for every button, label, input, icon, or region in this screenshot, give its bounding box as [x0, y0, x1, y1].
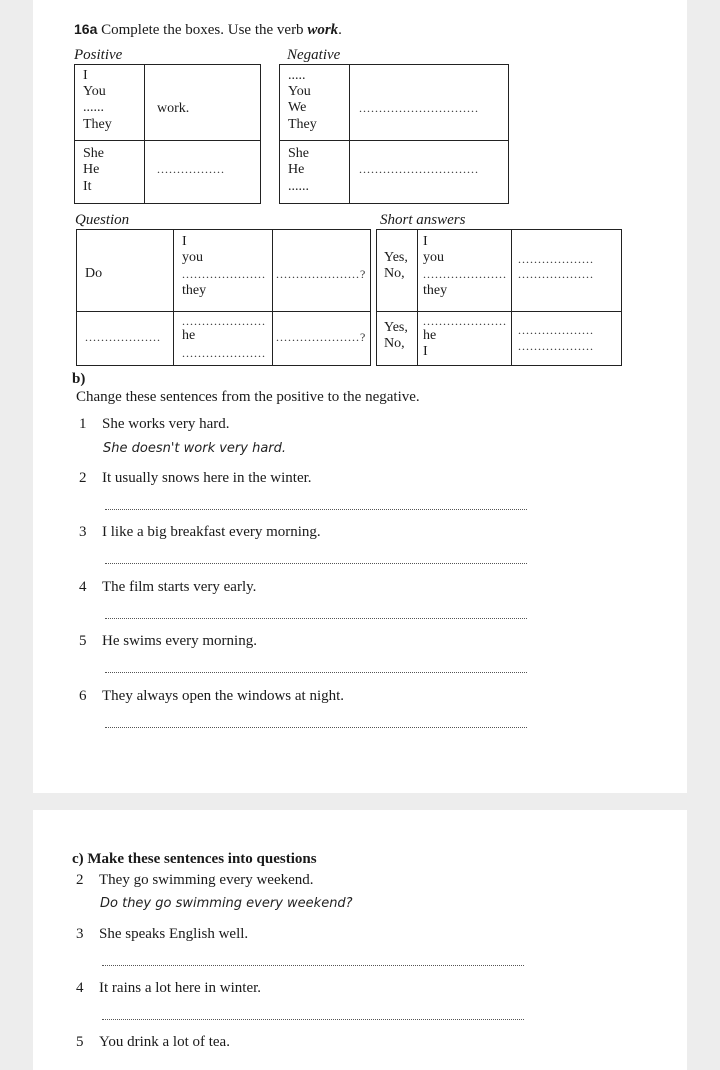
question-pronoun: I [182, 234, 187, 249]
short-answer-blank[interactable]: ................... [518, 267, 594, 281]
item-sentence: They always open the windows at night. [102, 688, 345, 704]
positive-heading: Positive [74, 47, 123, 63]
positive-pronoun: I [83, 68, 88, 83]
short-answer-pronoun: I [423, 234, 428, 249]
positive-verb: work. [157, 101, 190, 116]
question-pronoun: they [182, 283, 207, 298]
answer-line[interactable] [105, 563, 527, 564]
item-sentence: They go swimming every weekend. [99, 872, 314, 888]
worksheet-page-1 [33, 0, 687, 793]
item-number: 5 [79, 633, 87, 649]
answer-line[interactable] [102, 1019, 524, 1020]
short-answer-no: No, [384, 266, 405, 281]
short-answer-pronoun-blank[interactable]: ..................... [423, 314, 507, 328]
short-answer-pronoun: they [423, 283, 448, 298]
positive-pronoun: It [83, 179, 92, 194]
answer-line[interactable] [105, 672, 527, 673]
negative-blank[interactable]: .............................. [359, 101, 479, 115]
item-sentence: She speaks English well. [99, 926, 249, 942]
item-number: 2 [76, 872, 84, 888]
example-answer: Do they go swimming every weekend? [100, 896, 353, 911]
question-pronoun: you [182, 250, 203, 265]
negative-pronoun: We [288, 100, 307, 115]
short-answer-blank[interactable]: ................... [518, 323, 594, 337]
short-answer-yes: Yes, [384, 320, 408, 335]
positive-pronoun: He [83, 162, 100, 177]
item-number: 4 [79, 579, 87, 595]
short-answer-blank[interactable]: ................... [518, 252, 594, 266]
item-number: 6 [79, 688, 87, 704]
negative-blank[interactable]: .............................. [359, 162, 479, 176]
short-answer-no: No, [384, 336, 405, 351]
positive-pronoun: She [83, 146, 104, 161]
example-answer: She doesn't work very hard. [103, 441, 287, 456]
question-blank[interactable]: .....................? [276, 267, 367, 281]
short-answer-pronoun: you [423, 250, 444, 265]
positive-blank[interactable]: ................. [157, 162, 225, 176]
item-number: 5 [76, 1034, 84, 1050]
negative-pronoun: You [288, 84, 311, 99]
positive-pronoun-blank[interactable]: ...... [83, 100, 104, 115]
negative-heading: Negative [287, 47, 341, 63]
item-number: 4 [76, 980, 84, 996]
question-pronoun-blank[interactable]: ..................... [182, 267, 266, 281]
short-answer-yes: Yes, [384, 250, 408, 265]
item-sentence: You drink a lot of tea. [99, 1034, 230, 1050]
item-sentence: It rains a lot here in winter. [99, 980, 262, 996]
short-answer-pronoun-blank[interactable]: ..................... [423, 267, 507, 281]
short-answer-pronoun: I [423, 344, 428, 359]
part-b-instruction: Change these sentences from the positive to the negative. [76, 389, 420, 405]
question-pronoun-blank[interactable]: ..................... [182, 346, 266, 360]
exercise-title: 16a Complete the boxes. Use the verb work. [74, 21, 342, 38]
negative-pronoun-blank[interactable]: ...... [288, 179, 309, 194]
short-answers-heading: Short answers [380, 212, 466, 228]
negative-pronoun: They [288, 117, 317, 132]
negative-pronoun: He [288, 162, 305, 177]
item-number: 3 [79, 524, 87, 540]
part-c-heading: c) Make these sentences into questions [72, 851, 317, 867]
item-sentence: It usually snows here in the winter. [102, 470, 312, 486]
item-sentence: The film starts very early. [102, 579, 257, 595]
worksheet-page-2 [33, 810, 687, 1070]
question-aux: Do [85, 266, 103, 281]
positive-pronoun: They [83, 117, 112, 132]
short-answer-pronoun: he [423, 328, 437, 343]
answer-line[interactable] [105, 509, 527, 510]
question-aux-blank[interactable]: ................... [85, 330, 161, 344]
negative-table [279, 64, 509, 204]
item-sentence: He swims every morning. [102, 633, 257, 649]
item-number: 2 [79, 470, 87, 486]
item-sentence: She works very hard. [102, 416, 230, 432]
short-answer-blank[interactable]: ................... [518, 339, 594, 353]
answer-line[interactable] [105, 618, 527, 619]
question-pronoun: he [182, 328, 196, 343]
question-pronoun-blank[interactable]: ..................... [182, 314, 266, 328]
negative-pronoun: She [288, 146, 309, 161]
item-number: 3 [76, 926, 84, 942]
negative-pronoun-blank[interactable]: ..... [288, 68, 306, 83]
item-sentence: I like a big breakfast every morning. [102, 524, 321, 540]
answer-line[interactable] [102, 965, 524, 966]
item-number: 1 [79, 416, 87, 432]
question-heading: Question [75, 212, 130, 228]
answer-line[interactable] [105, 727, 527, 728]
positive-pronoun: You [83, 84, 106, 99]
question-blank[interactable]: .....................? [276, 330, 367, 344]
part-b-label: b) [72, 371, 86, 387]
